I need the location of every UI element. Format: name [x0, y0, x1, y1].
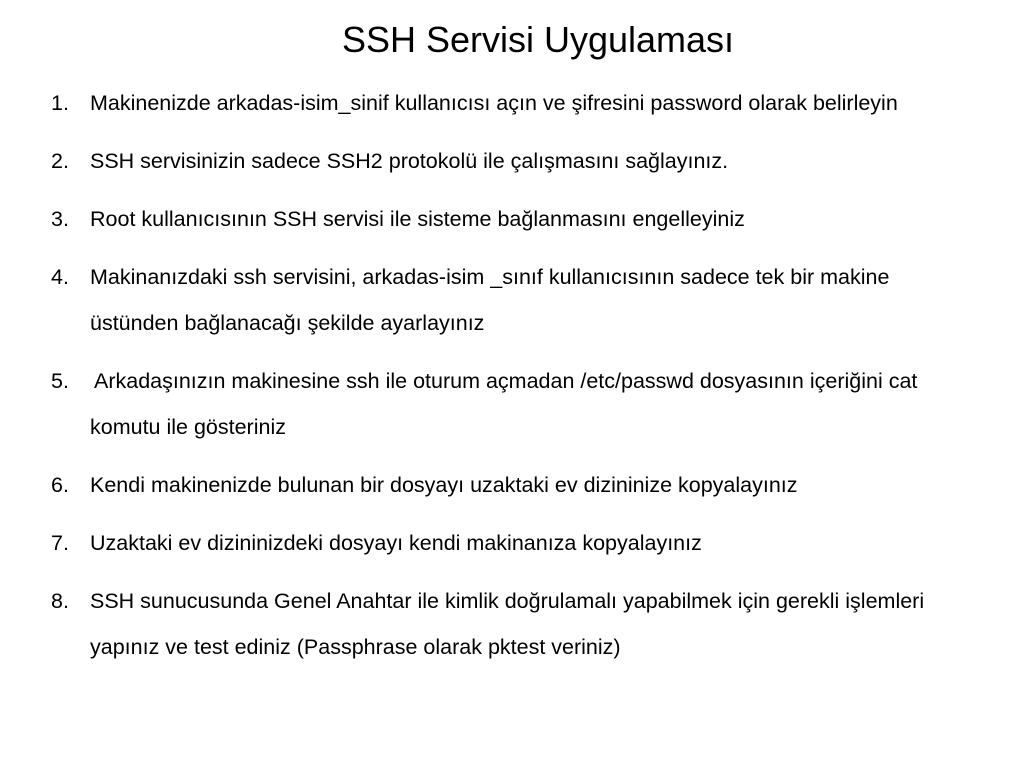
item-text: Uzaktaki ev dizininizdeki dosyayı kendi makinanıza kopyalayınız — [90, 531, 702, 555]
item-number: 6. — [51, 473, 69, 497]
list-item — [0, 254, 1024, 346]
item-text: Makinanızdaki ssh servisini, arkadas-isim _sınıf kullanıcısının sadece tek bir makine üstünden bağlanacağı şekilde ayarlayınız — [90, 265, 890, 335]
item-text: Kendi makinenizde bulunan bir dosyayı uzaktaki ev dizininize kopyalayınız — [90, 473, 798, 497]
list-item — [0, 138, 1024, 184]
item-text: SSH servisinizin sadece SSH2 protokolü ile çalışmasını sağlayınız. — [90, 149, 729, 173]
list-item — [0, 80, 1024, 126]
item-number: 4. — [51, 265, 69, 289]
list-item — [0, 578, 1024, 670]
item-text: SSH sunucusunda Genel Anahtar ile kimlik doğrulamalı yapabilmek için gerekli işlemleri yapınız ve test ediniz (Passphrase olarak pktest veriniz) — [90, 589, 925, 659]
task-list — [0, 80, 1024, 682]
item-text: Makinenizde arkadas-isim_sinif kullanıcısı açın ve şifresini password olarak belirleyin — [90, 91, 898, 115]
item-number: 8. — [51, 589, 69, 613]
list-item — [0, 520, 1024, 566]
item-number: 5. — [51, 369, 69, 393]
slide-title: SSH Servisi Uygulaması — [341, 19, 735, 60]
item-number: 1. — [51, 91, 69, 115]
list-item — [0, 358, 1024, 450]
list-item — [0, 196, 1024, 242]
item-text: Root kullanıcısının SSH servisi ile sisteme bağlanmasını engelleyiniz — [90, 207, 745, 231]
item-number: 3. — [51, 207, 69, 231]
item-text: Arkadaşınızın makinesine ssh ile oturum açmadan /etc/passwd dosyasının içeriğini cat komutu ile gösteriniz — [90, 369, 918, 439]
list-item — [0, 462, 1024, 508]
item-number: 7. — [51, 531, 69, 555]
item-number: 2. — [51, 149, 69, 173]
